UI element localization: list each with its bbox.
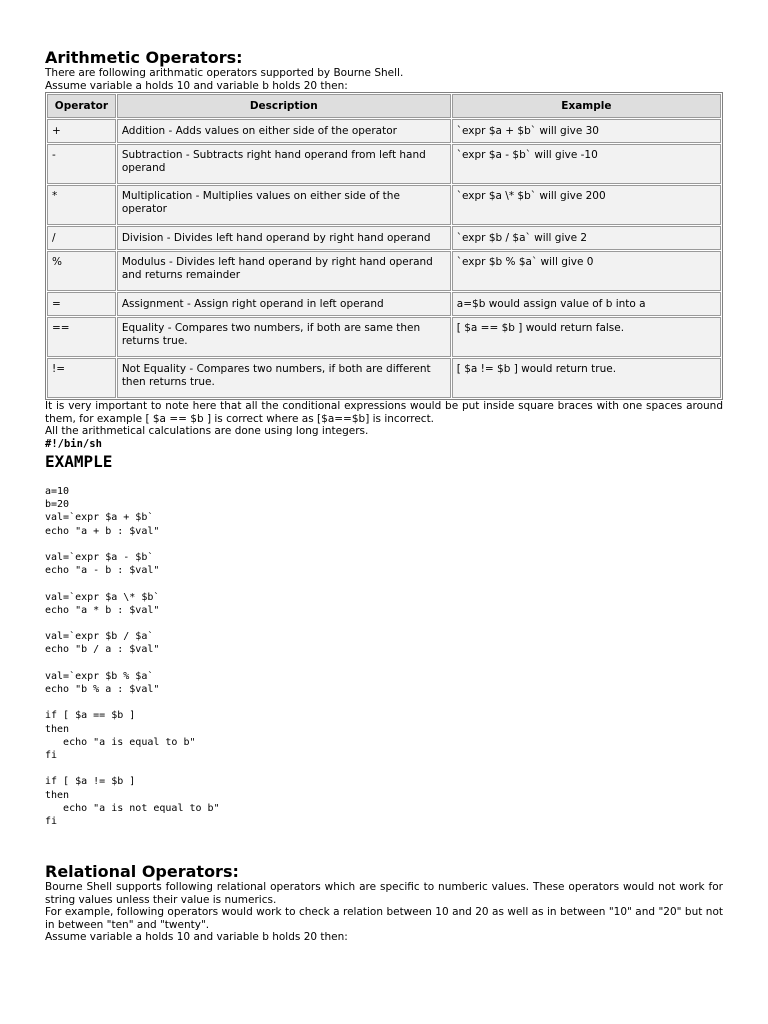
- table-row: [47, 251, 721, 291]
- table-row: [47, 144, 721, 184]
- description-cell: Assignment - Assign right operand in left operand: [117, 292, 451, 316]
- example-cell: `expr $a - $b` will give -10: [452, 144, 721, 184]
- table-row: [47, 226, 721, 250]
- long-integer-note: All the arithmetical calculations are done using long integers.: [45, 425, 369, 437]
- operator-cell: /: [47, 226, 116, 250]
- example-cell: [ $a == $b ] would return false.: [452, 317, 721, 357]
- operator-cell: =: [47, 292, 116, 316]
- example-cell: `expr $b / $a` will give 2: [452, 226, 721, 250]
- operator-cell: -: [47, 144, 116, 184]
- example-cell: a=$b would assign value of b into a: [452, 292, 721, 316]
- description-cell: Not Equality - Compares two numbers, if both are different then returns true.: [117, 358, 451, 398]
- relational-paragraph-3: Assume variable a holds 10 and variable b holds 20 then:: [45, 931, 348, 944]
- description-cell: Division - Divides left hand operand by right hand operand: [117, 226, 451, 250]
- arithmetic-intro-1: There are following arithmatic operators supported by Bourne Shell.: [45, 67, 404, 79]
- relational-paragraph-2: For example, following operators would work to check a relation between 10 and 20 as well as in between "10" and "20" but not in between "ten" and "twenty".: [45, 906, 723, 931]
- example-heading: EXAMPLE: [45, 452, 113, 471]
- column-header-operator: Operator: [47, 94, 116, 118]
- example-cell: `expr $a + $b` will give 30: [452, 119, 721, 143]
- operator-cell: ==: [47, 317, 116, 357]
- description-cell: Multiplication - Multiplies values on either side of the operator: [117, 185, 451, 225]
- column-header-description: Description: [117, 94, 451, 118]
- column-header-example: Example: [452, 94, 721, 118]
- description-cell: Addition - Adds values on either side of the operator: [117, 119, 451, 143]
- operators-table: [45, 92, 723, 400]
- operator-cell: %: [47, 251, 116, 291]
- arithmetic-intro-2: Assume variable a holds 10 and variable b holds 20 then:: [45, 79, 348, 92]
- operator-cell: *: [47, 185, 116, 225]
- example-cell: `expr $b % $a` will give 0: [452, 251, 721, 291]
- table-row: [47, 292, 721, 316]
- description-cell: Subtraction - Subtracts right hand operand from left hand operand: [117, 144, 451, 184]
- relational-paragraph-1: Bourne Shell supports following relational operators which are specific to numberic values. These operators would not work for string values unless their value is numerics.: [45, 881, 723, 906]
- table-row: [47, 185, 721, 225]
- table-row: [47, 317, 721, 357]
- table-row: [47, 119, 721, 143]
- table-row: [47, 358, 721, 398]
- conditional-note: It is very important to note here that all the conditional expressions would be put inside square braces with one spaces around them, for example [ $a == $b ] is correct where as [$a==$b] is incorrect.: [45, 400, 723, 425]
- example-cell: `expr $a \* $b` will give 200: [452, 185, 721, 225]
- operator-cell: +: [47, 119, 116, 143]
- example-cell: [ $a != $b ] would return true.: [452, 358, 721, 398]
- example-code-block: a=10 b=20 val=`expr $a + $b` echo "a + b : $val" val=`expr $a - $b` echo "a - b : $val" val=`expr $a \* $b` echo "a * b : $val" val=`expr $b / $a` echo "b / a : $val" val=`expr $b % $a` echo "b % a : $val" if [ $a == $b ] then echo "a is equal to b" fi if [ $a != $b ] then echo "a is not equal to b" fi: [45, 486, 220, 828]
- arithmetic-heading: Arithmetic Operators:: [45, 48, 243, 67]
- document-page: [45, 48, 723, 944]
- operator-cell: !=: [47, 358, 116, 398]
- relational-heading: Relational Operators:: [45, 862, 239, 882]
- table-header-row: [47, 94, 721, 118]
- description-cell: Modulus - Divides left hand operand by right hand operand and returns remainder: [117, 251, 451, 291]
- description-cell: Equality - Compares two numbers, if both are same then returns true.: [117, 317, 451, 357]
- shebang-line: #!/bin/sh: [45, 437, 102, 450]
